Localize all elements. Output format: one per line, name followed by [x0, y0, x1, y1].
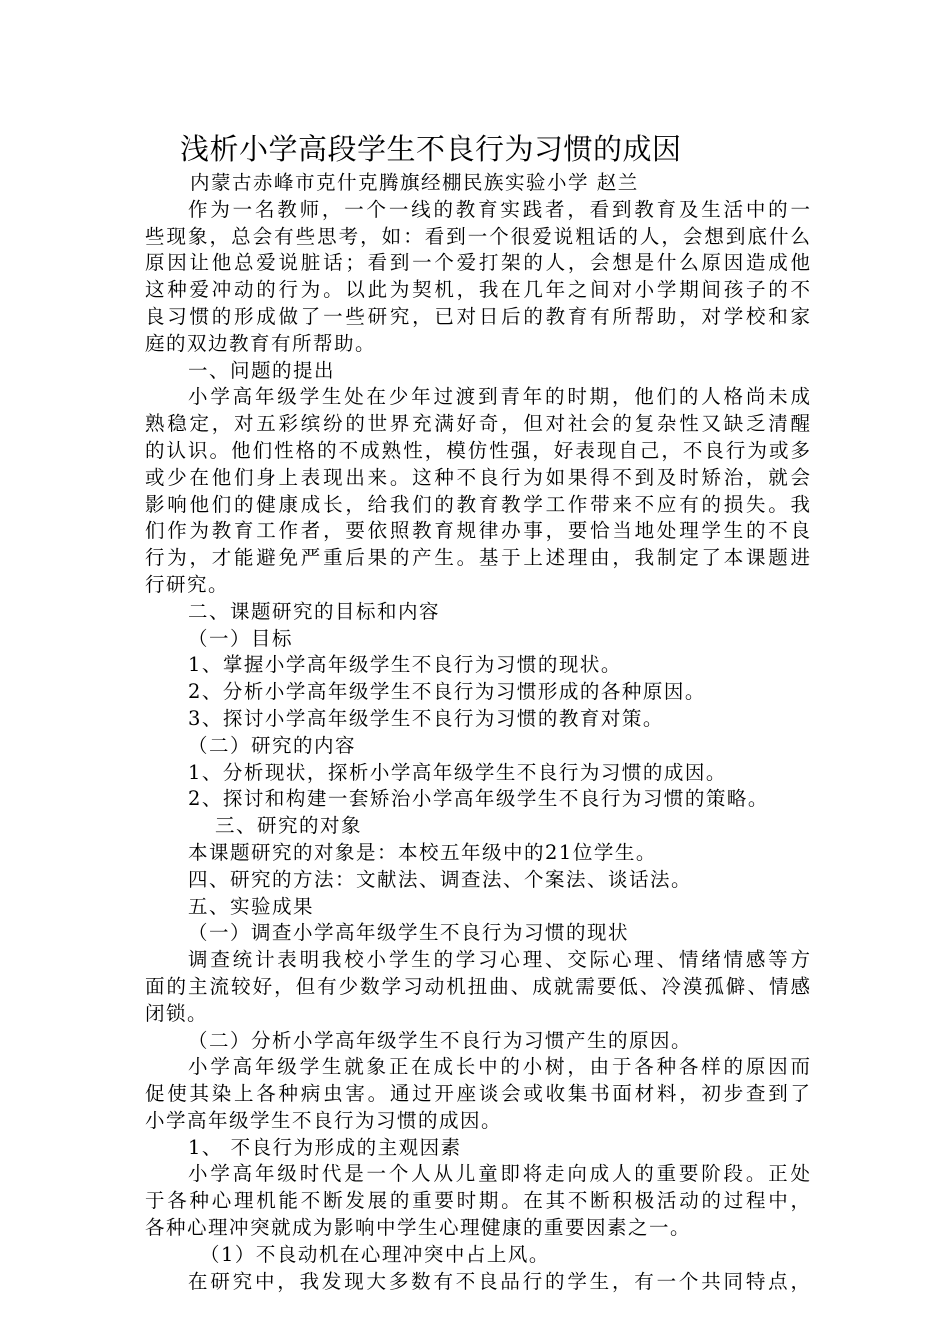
paragraph-line: 面的主流较好，但有少数学习动机扭曲、成就需要低、冷漠孤僻、情感: [145, 974, 810, 998]
section-heading: 四、研究的方法：文献法、调查法、个案法、谈话法。: [188, 867, 693, 891]
section-heading: 三、研究的对象: [215, 814, 363, 838]
paragraph-line: 行为，才能避免严重后果的产生。基于上述理由，我制定了本课题进: [145, 546, 810, 570]
paragraph-line: 影响他们的健康成长，给我们的教育教学工作带来不应有的损失。我: [145, 492, 810, 516]
author-line: 内蒙古赤峰市克什克腾旗经棚民族实验小学 赵兰: [190, 171, 639, 194]
paragraph-line: 在研究中，我发现大多数有不良品行的学生，有一个共同特点，: [188, 1269, 810, 1293]
list-item: 3、探讨小学高年级学生不良行为习惯的教育对策。: [188, 706, 664, 730]
subsection-heading: （一）调查小学高年级学生不良行为习惯的现状: [188, 921, 630, 945]
paragraph-line: 熟稳定，对五彩缤纷的世界充满好奇，但对社会的复杂性又缺乏清醒: [145, 412, 810, 436]
list-item: 2、探讨和构建一套矫治小学高年级学生不良行为习惯的策略。: [188, 787, 769, 811]
paragraph-line: 于各种心理机能不断发展的重要时期。在其不断积极活动的过程中，: [145, 1189, 810, 1213]
paragraph-line: 这种爱冲动的行为。以此为契机，我在几年之间对小学期间孩子的不: [145, 278, 810, 302]
paragraph-line: 原因让他总爱说脏话；看到一个爱打架的人，会想是什么原因造成他: [145, 251, 810, 275]
paragraph-line: 闭锁。: [145, 1001, 209, 1025]
paragraph-line: 本课题研究的对象是：本校五年级中的21位学生。: [188, 840, 657, 864]
paragraph-line: 小学高年级学生就象正在成长中的小树，由于各种各样的原因而: [188, 1055, 810, 1079]
paragraph-line: 的认识。他们性格的不成熟性，模仿性强，好表现自己，不良行为或多: [145, 438, 810, 462]
paragraph-line: 各种心理冲突就成为影响中学生心理健康的重要因素之一。: [145, 1216, 692, 1240]
paragraph-line: 小学高年级学生不良行为习惯的成因。: [145, 1108, 503, 1132]
paragraph-line: 良习惯的形成做了一些研究，已对日后的教育有所帮助，对学校和家: [145, 304, 810, 328]
paragraph-line: 调查统计表明我校小学生的学习心理、交际心理、情绪情感等方: [188, 948, 810, 972]
list-item: 1、分析现状，探析小学高年级学生不良行为习惯的成因。: [188, 760, 727, 784]
subsection-heading: （一）目标: [188, 626, 294, 650]
subsection-heading: 1、 不良行为形成的主观因素: [188, 1135, 462, 1159]
subsection-heading: （二）分析小学高年级学生不良行为习惯产生的原因。: [188, 1028, 693, 1052]
list-item: 2、分析小学高年级学生不良行为习惯形成的各种原因。: [188, 680, 706, 704]
paragraph-line: 行研究。: [145, 572, 230, 596]
section-heading: 一、问题的提出: [188, 358, 336, 382]
list-item: 1、掌握小学高年级学生不良行为习惯的现状。: [188, 653, 622, 677]
paragraph-line: 小学高年级时代是一个人从儿童即将走向成人的重要阶段。正处: [188, 1162, 810, 1186]
subsection-heading: （二）研究的内容: [188, 733, 357, 757]
paragraph-line: 作为一名教师，一个一线的教育实践者，看到教育及生活中的一: [188, 197, 810, 221]
paragraph-line: 些现象，总会有些思考，如：看到一个很爱说粗话的人，会想到底什么: [145, 224, 810, 248]
paragraph-line: 或少在他们身上表现出来。这种不良行为如果得不到及时矫治，就会: [145, 465, 810, 489]
subsection-heading: （1）不良动机在心理冲突中占上风。: [200, 1242, 550, 1266]
section-heading: 二、课题研究的目标和内容: [188, 599, 441, 623]
paragraph-line: 们作为教育工作者，要依照教育规律办事，要恰当地处理学生的不良: [145, 519, 810, 543]
paragraph-line: 小学高年级学生处在少年过渡到青年的时期，他们的人格尚未成: [188, 385, 810, 409]
paragraph-line: 庭的双边教育有所帮助。: [145, 331, 377, 355]
document-body: [145, 170, 810, 1295]
section-heading: 五、实验成果: [188, 894, 315, 918]
document-title: 浅析小学高段学生不良行为习惯的成因: [180, 132, 682, 166]
paragraph-line: 促使其染上各种病虫害。通过开座谈会或收集书面材料，初步查到了: [145, 1082, 810, 1106]
